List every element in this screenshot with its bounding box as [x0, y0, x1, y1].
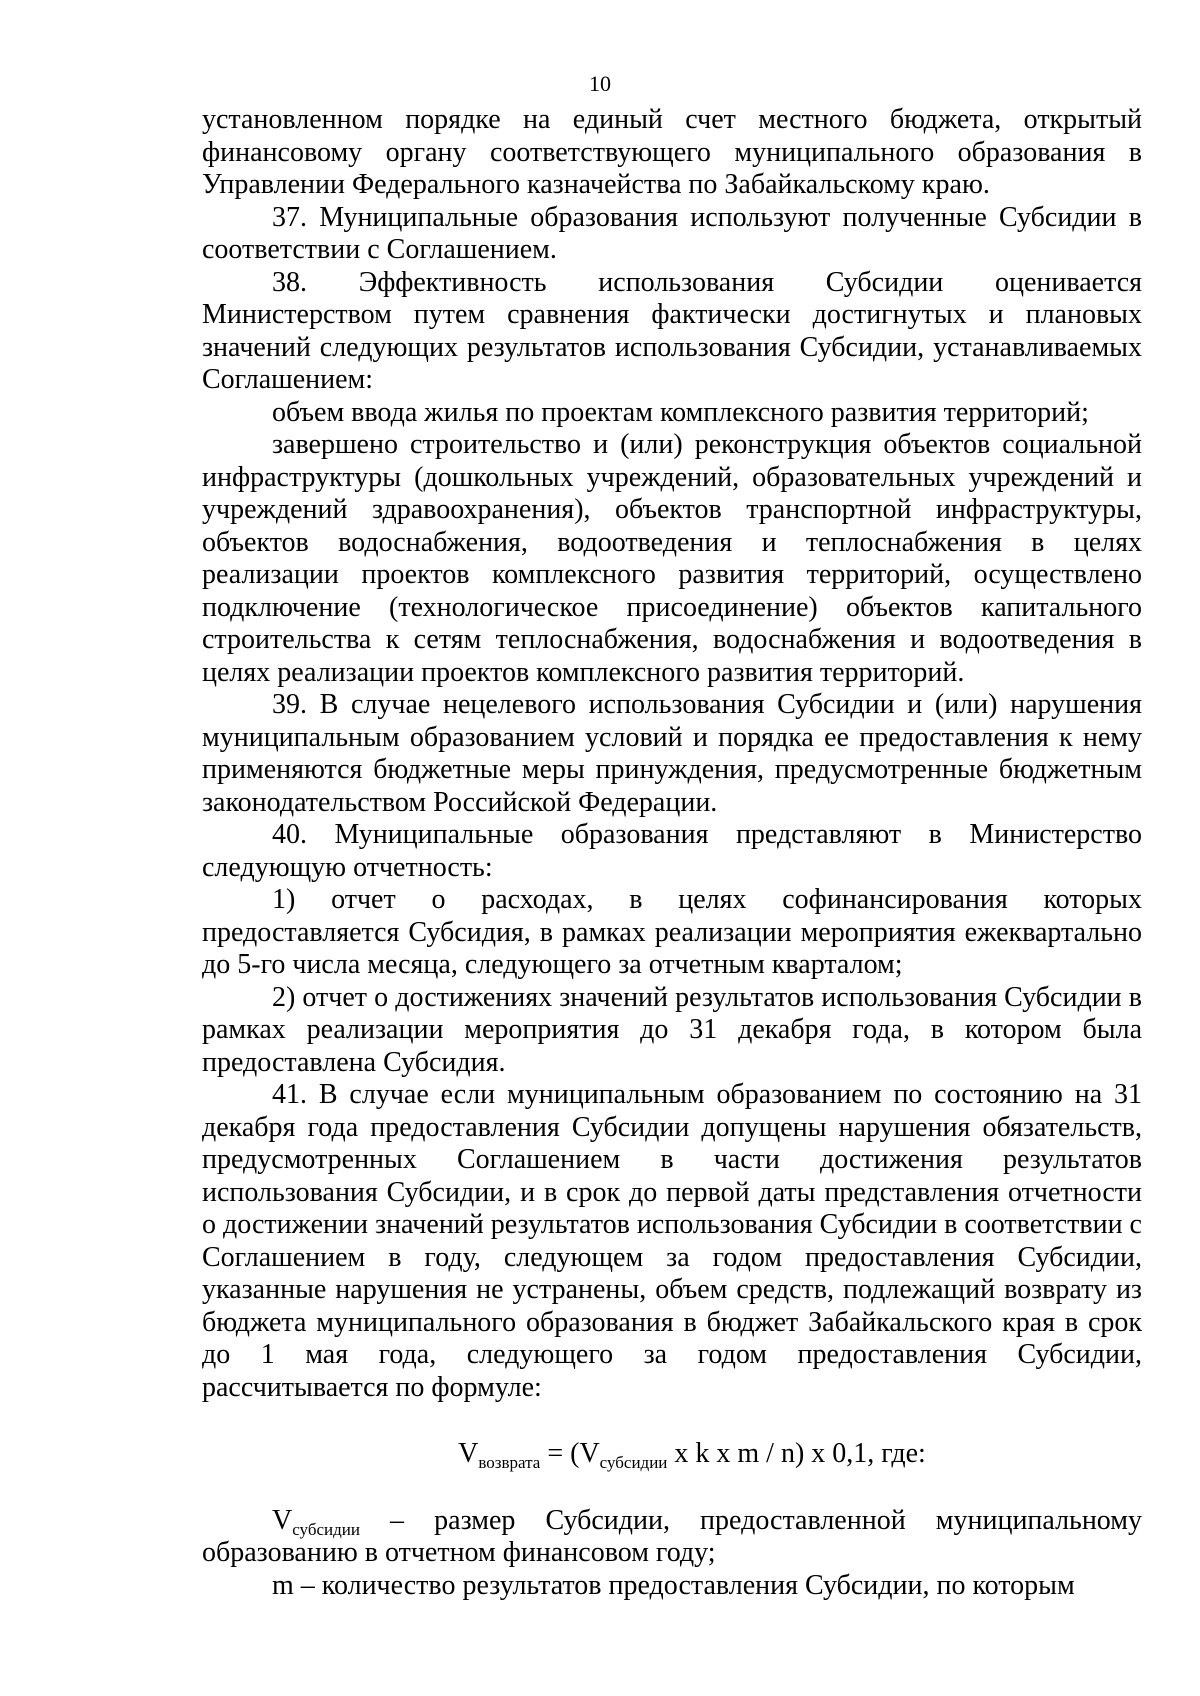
paragraph-40: 40. Муниципальные образования представляют в Министерство следующую отчетность:: [202, 819, 1142, 883]
definition-v-sub: субсидии: [292, 1519, 360, 1539]
definition-m: m – количество результатов предоставления Субсидии, по которым: [272, 1569, 1075, 1601]
paragraph-38-item-housing: объем ввода жилья по проектам комплексного развития территорий;: [272, 396, 1089, 428]
definition-v-text: – размер Субсидии, предоставленной муниципальному образованию в отчетном финансовом году;: [202, 1504, 1142, 1568]
paragraph-37: 37. Муниципальные образования используют полученные Субсидии в соответствии с Соглашением.: [202, 201, 1142, 265]
page-number: 10: [589, 71, 611, 96]
document-body: [202, 104, 1142, 1602]
definition-v-subsidy: [202, 1505, 1142, 1570]
formula-eq-open: = (V: [540, 1438, 600, 1469]
formula-sub-subsidy: субсидии: [599, 1453, 668, 1472]
formula-v-return: V: [458, 1438, 479, 1469]
paragraph-39: 39. В случае нецелевого использования Субсидии и (или) нарушения муниципальным образованием условий и порядка ее предоставления к нему применяются бюджетные меры принуждения, предусмотренные бюджетным законодательством Российской Федерации.: [202, 689, 1142, 818]
definition-v-symbol: V: [272, 1504, 293, 1536]
paragraph-41: 41. В случае если муниципальным образованием по состоянию на 31 декабря года предоставления Субсидии допущены нарушения обязательств, предусмотренных Соглашением в части достижения результатов использования Субсидии, и в срок до первой даты представления отчетности о достижении значений результатов использования Субсидии в соответствии с Соглашением в году, следующем за годом предоставления Субсидии, указанные нарушения не устранены, объем средств, подлежащий возврату из бюджета муниципального образования в бюджет Забайкальского края в срок до 1 мая года, следующего за годом предоставления Субсидии, рассчитывается по формуле:: [202, 1079, 1142, 1403]
formula-tail: x k x m / n) x 0,1, где:: [667, 1438, 926, 1469]
paragraph-40-item-2: 2) отчет о достижениях значений результатов использования Субсидии в рамках реализации мероприятия до 31 декабря года, в котором была предоставлена Субсидия.: [202, 981, 1142, 1078]
paragraph-38: 38. Эффективность использования Субсидии оценивается Министерством путем сравнения фактически достигнутых и плановых значений следующих результатов использования Субсидии, устанавливаемых Соглашением:: [202, 266, 1142, 395]
formula-sub-return: возврата: [478, 1453, 541, 1472]
return-formula: [202, 1438, 1142, 1471]
paragraph-38-item-construction: завершено строительство и (или) реконструкция объектов социальной инфраструктуры (дошкольных учреждений, образовательных учреждений и учреждений здравоохранения), объектов транспортной инфраструктуры, объектов водоснабжения, водоотведения и теплоснабжения в целях реализации проектов комплексного развития территорий, осуществлено подключение (технологическое присоединение) объектов капитального строительства к сетям теплоснабжения, водоснабжения и водоотведения в целях реализации проектов комплексного развития территорий.: [202, 429, 1142, 688]
paragraph-continuation: установленном порядке на единый счет местного бюджета, открытый финансовому органу соответствующего муниципального образования в Управлении Федерального казначейства по Забайкальскому краю.: [202, 104, 1142, 200]
paragraph-40-item-1: 1) отчет о расходах, в целях софинансирования которых предоставляется Субсидия, в рамках реализации мероприятия ежеквартально до 5-го числа месяца, следующего за отчетным кварталом;: [202, 884, 1142, 980]
